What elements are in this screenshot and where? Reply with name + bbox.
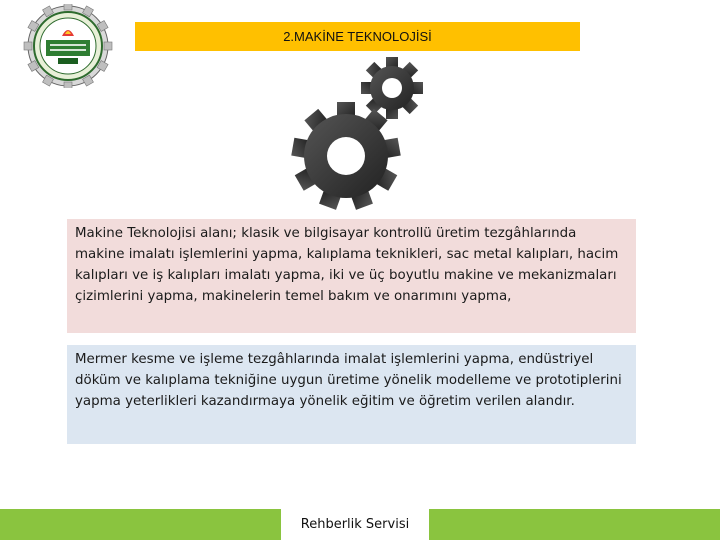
school-emblem-icon	[6, 4, 130, 88]
title-bar	[135, 22, 580, 51]
description-paragraph-1: Makine Teknolojisi alanı; klasik ve bilgisayar kontrollü üretim tezgâhlarında makine imalatı işlemlerini yapma, kalıplama teknikleri, sac metal kalıpları, hacim kalıpları ve iş kalıpları imalatı yapma, iki ve üç boyutlu makine ve mekanizmaları çizimlerini yapma, makinelerin temel bakım ve onarımını yapma,	[75, 226, 619, 304]
page-title: 2.MAKİNE TEKNOLOJİSİ	[283, 29, 432, 44]
description-box-primary	[67, 219, 636, 333]
gears-icon	[276, 56, 436, 216]
description-box-secondary	[67, 345, 636, 444]
footer-label: Rehberlik Servisi	[300, 517, 410, 532]
description-paragraph-2: Mermer kesme ve işleme tezgâhlarında imalat işlemlerini yapma, endüstriyel döküm ve kalıplama tekniğine uygun üretime yönelik modelleme ve prototiplerini yapma yeterlikleri kazandırmaya yönelik eğitim ve öğretim verilen alandır.	[75, 352, 622, 409]
footer-label-box	[281, 509, 429, 540]
